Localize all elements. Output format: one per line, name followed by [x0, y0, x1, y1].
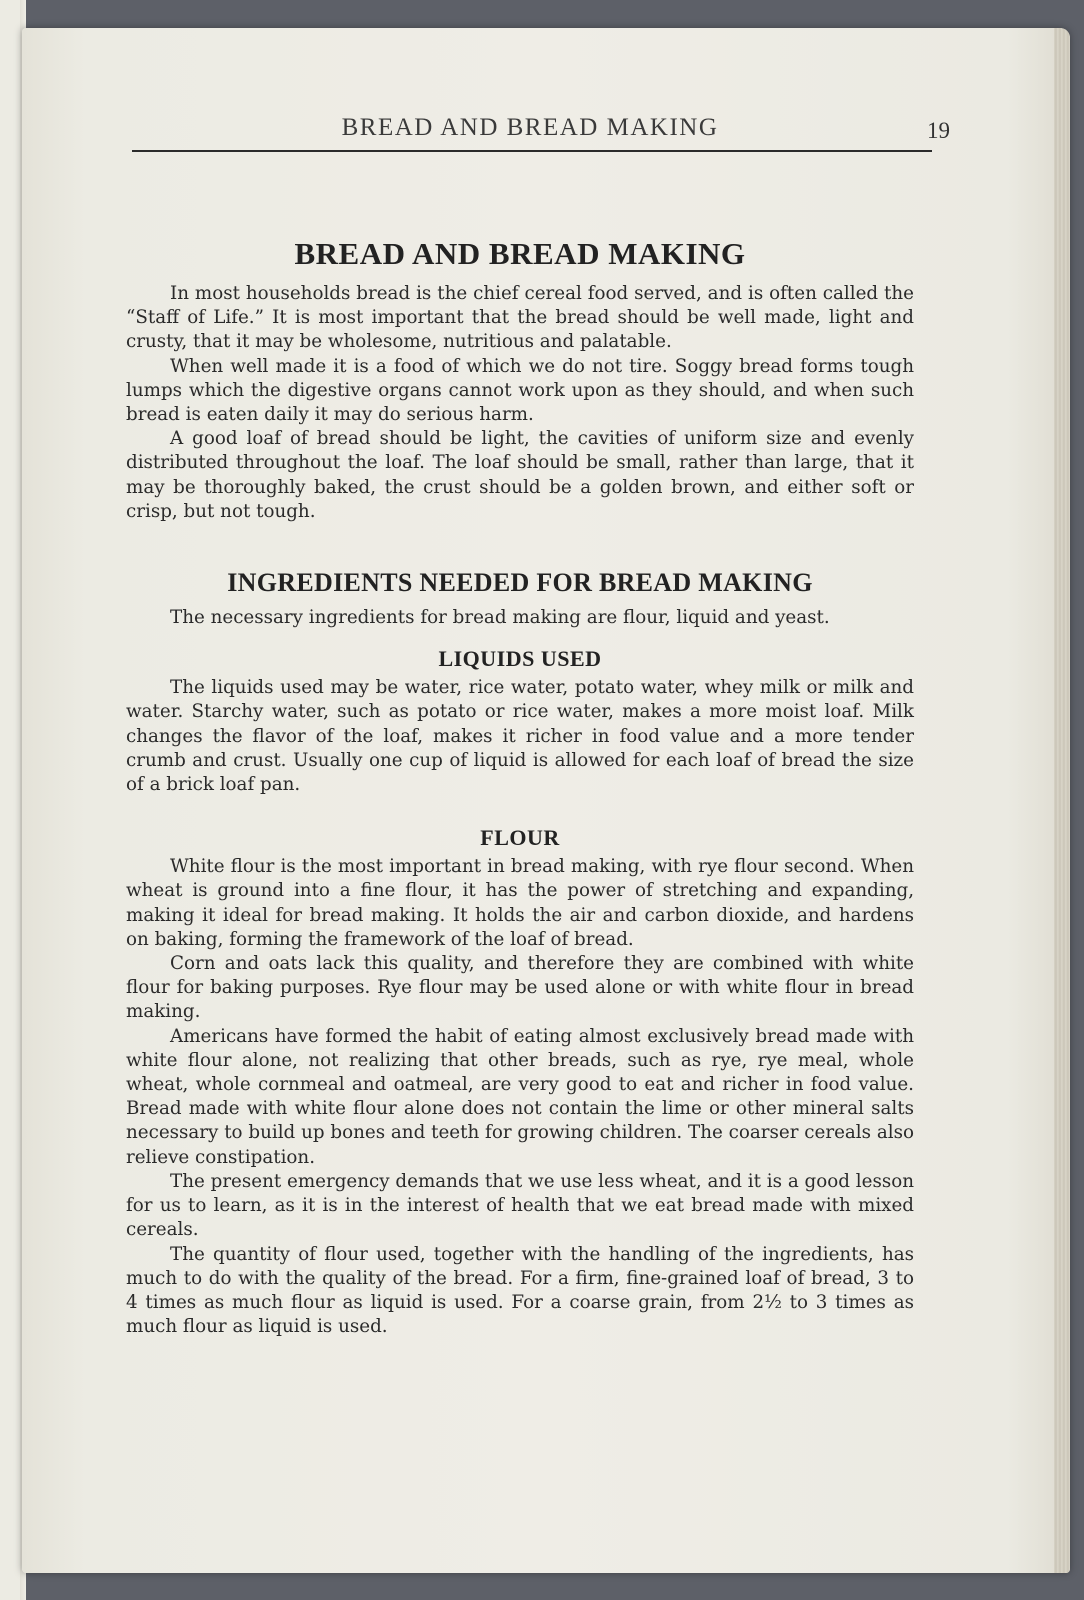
paragraph: Corn and oats lack this quality, and therefore they are combined with white flour for baking purposes. Rye flour may be used alone or with white flour in bread making.: [126, 953, 914, 1023]
section-title-ingredients: INGREDIENTS NEEDED FOR BREAD MAKING: [227, 568, 813, 598]
page-fore-edge: [1054, 28, 1070, 1573]
section-title-liquids: LIQUIDS USED: [438, 646, 602, 672]
paragraph: The liquids used may be water, rice water, potato water, whey milk or milk and water. Starchy water, such as potato or rice water, makes a more moist loaf. Milk changes the flavor of the loaf, makes it richer in food value and a more tender crumb and crust. Usually one cup of liquid is allowed for each loaf of bread the size of a brick loaf pan.: [126, 677, 914, 796]
paragraph: A good loaf of bread should be light, the cavities of uniform size and evenly distributed throughout the loaf. The loaf should be small, rather than large, that it may be thoroughly baked, the crust should be a golden brown, and either soft or crisp, but not tough.: [126, 428, 914, 522]
paragraph: The quantity of flour used, together with the handling of the ingredients, has much to do with the quality of the bread. For a firm, fine-grained loaf of bread, 3 to 4 times as much flour as liquid is used. For a coarse grain, from 2½ to 3 times as much flour as liquid is used.: [126, 1243, 914, 1338]
page-body: [126, 236, 914, 1339]
paragraph: The present emergency demands that we use less wheat, and it is a good lesson for us to learn, as it is in the interest of health that we eat bread made with mixed cereals.: [126, 1170, 914, 1241]
section-title-bread: BREAD AND BREAD MAKING: [294, 236, 746, 271]
section-title-flour: FLOUR: [480, 825, 560, 851]
header-rule: [132, 150, 932, 152]
paragraph: White flour is the most important in bread making, with rye flour second. When wheat is ground into a fine flour, it has the power of stretching and expanding, making it ideal for bread making. It holds the air and carbon dioxide, and hardens on baking, forming the framework of the loaf of bread.: [126, 856, 914, 950]
paragraph: The necessary ingredients for bread making are flour, liquid and yeast.: [170, 607, 830, 629]
running-head: [130, 108, 950, 148]
paragraph: When well made it is a food of which we do not tire. Soggy bread forms tough lumps which the digestive organs cannot work upon as they should, and when such bread is eaten daily it may do serious harm.: [126, 355, 914, 426]
page-number: 19: [927, 118, 950, 143]
running-head-title: BREAD AND BREAD MAKING: [341, 114, 719, 141]
paragraph: Americans have formed the habit of eating almost exclusively bread made with white flour alone, not realizing that other breads, such as rye, rye meal, whole wheat, whole cornmeal and oatmeal, are very good to eat and richer in food value. Bread made with white flour alone does not contain the lime or other mineral salts necessary to build up bones and teeth for growing children. The coarser cereals also relieve constipation.: [126, 1025, 914, 1168]
book-page: [22, 28, 1070, 1573]
facing-page-sliver: [0, 0, 20, 1600]
paragraph: In most households bread is the chief cereal food served, and is often called the “Staff of Life.” It is most important that the bread should be well made, light and crusty, that it may be wholesome, nutritious and palatable.: [126, 283, 914, 353]
